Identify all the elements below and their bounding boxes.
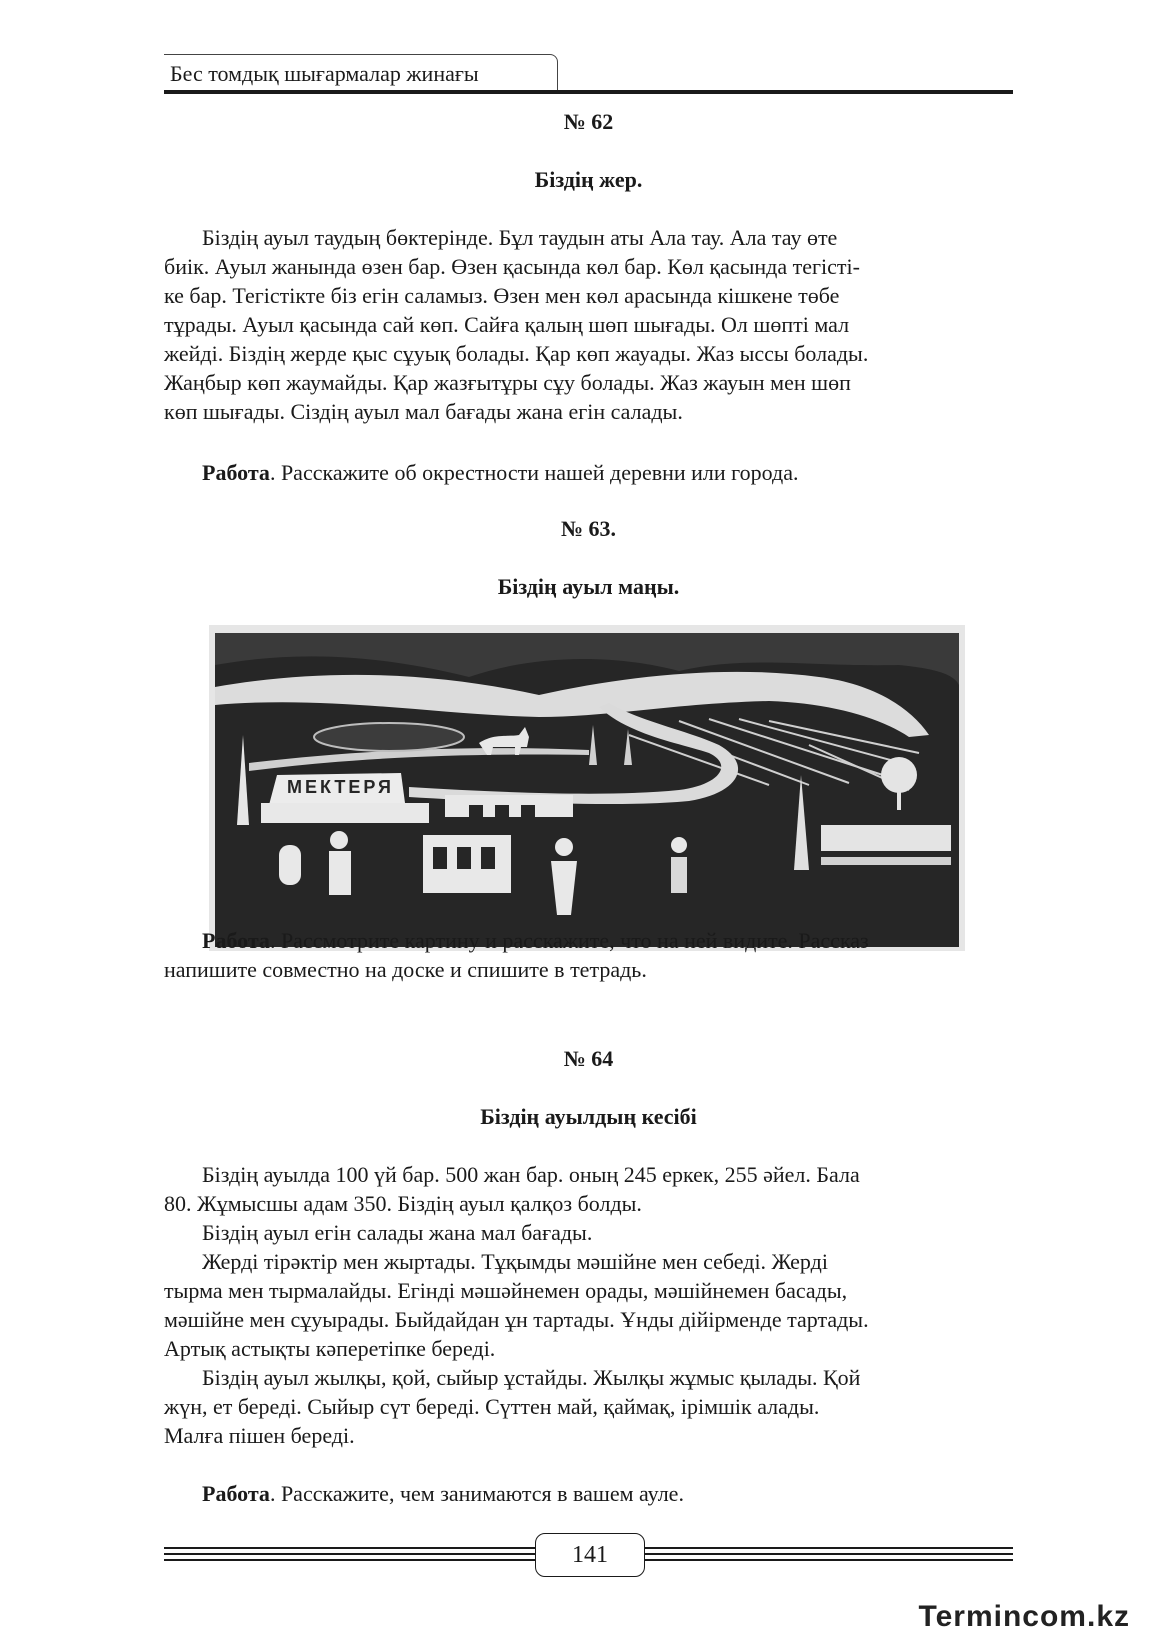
text-line: Біздің ауыл егін салады жана мал бағады. (202, 1220, 593, 1245)
text-line: көп шығады. Сіздің ауыл мал бағады жана егін салады. (164, 399, 683, 424)
text-line: Малға пішен береді. (164, 1423, 355, 1448)
footer-rule-right (643, 1553, 1013, 1555)
task-text: . Расскажите, чем занимаются в вашем ауле. (269, 1481, 684, 1506)
watermark: Termincom.kz (918, 1600, 1130, 1633)
text-line: Біздің ауыл таудың бөктерінде. Бұл таудын аты Ала тау. Ала тау өте (202, 225, 838, 250)
section-62-task (164, 458, 1013, 487)
footer-rule-right (643, 1547, 1013, 1549)
section-64-paragraph (164, 1218, 1013, 1247)
footer-rule-left (164, 1553, 535, 1555)
footer-rule-right (643, 1559, 1013, 1561)
section-62-title: Біздің жер. (534, 167, 643, 192)
footer-rule-left (164, 1559, 535, 1561)
section-64-paragraph (164, 1247, 1013, 1363)
text-line: 80. Жұмысшы адам 350. Біздің ауыл қалқоз болды. (164, 1191, 642, 1216)
section-62-body (164, 223, 1013, 426)
header-rule (164, 90, 1013, 94)
text-line: тырма мен тырмалайды. Егінді мәшәйнемен орады, мәшійнемен басады, (164, 1278, 848, 1303)
task-text: напишите совместно на доске и спишите в тетрадь. (164, 957, 647, 982)
page-number: 141 (535, 1533, 645, 1577)
text-line: жейді. Біздің жерде қыс сұуық болады. Қар көп жауады. Жаз ыссы болады. (164, 341, 869, 366)
text-line: Жерді тірәктір мен жыртады. Тұқымды мәшійне мен себеді. Жерді (202, 1249, 828, 1274)
section-64-task (164, 1479, 1013, 1508)
task-label: Работа (202, 460, 270, 485)
task-label: Работа (202, 928, 270, 953)
text-line: Біздің ауыл жылқы, қой, сыйыр ұстайды. Жылқы жұмыс қылады. Қой (202, 1365, 861, 1390)
section-63-title: Біздің ауыл маңы. (497, 574, 680, 599)
text-line: тұрады. Ауыл қасында сай көп. Сайға қалың шөп шығады. Ол шөпті мал (164, 312, 850, 337)
text-line: Жаңбыр көп жаумайды. Қар жазғытұры сұу болады. Жаз жауын мен шөп (164, 370, 851, 395)
text-line: Артық астықты кәперетіпке береді. (164, 1336, 496, 1361)
section-64-title: Біздің ауылдың кесібі (480, 1104, 697, 1129)
running-header-title: Бес томдық шығармалар жинағы (170, 61, 479, 86)
section-62-number: № 62 (563, 109, 614, 134)
footer-rule-left (164, 1547, 535, 1549)
section-64-paragraph (164, 1363, 1013, 1450)
task-label: Работа (202, 1481, 270, 1506)
text-line: жүн, ет береді. Сыйыр сүт береді. Сүттен май, қаймақ, ірімшік алады. (164, 1394, 820, 1419)
task-text: . Расскажите об окрестности нашей деревни или города. (269, 460, 799, 485)
section-63-number: № 63. (560, 516, 617, 541)
section-63-task (164, 926, 1013, 984)
text-line: Біздің ауылда 100 үй бар. 500 жан бар. оның 245 еркек, 255 әйел. Бала (202, 1162, 860, 1187)
illustration-sign-text: МЕКТЕРЯ (287, 777, 394, 797)
section-64-number: № 64 (563, 1046, 614, 1071)
section-64-paragraph (164, 1160, 1013, 1218)
text-line: ке бар. Тегістікте біз егін саламыз. Өзен мен көл арасында кішкене төбе (164, 283, 840, 308)
text-line: мәшійне мен сұуырады. Быйдайдан ұн тартады. Ұнды дійірменде тартады. (164, 1307, 869, 1332)
task-text: . Рассмотрите картину и расскажите, что на ней видите. Рассказ (269, 928, 869, 953)
text-line: биік. Ауыл жанында өзен бар. Өзен қасында көл бар. Көл қасында тегісті- (164, 254, 860, 279)
village-illustration (209, 625, 965, 951)
